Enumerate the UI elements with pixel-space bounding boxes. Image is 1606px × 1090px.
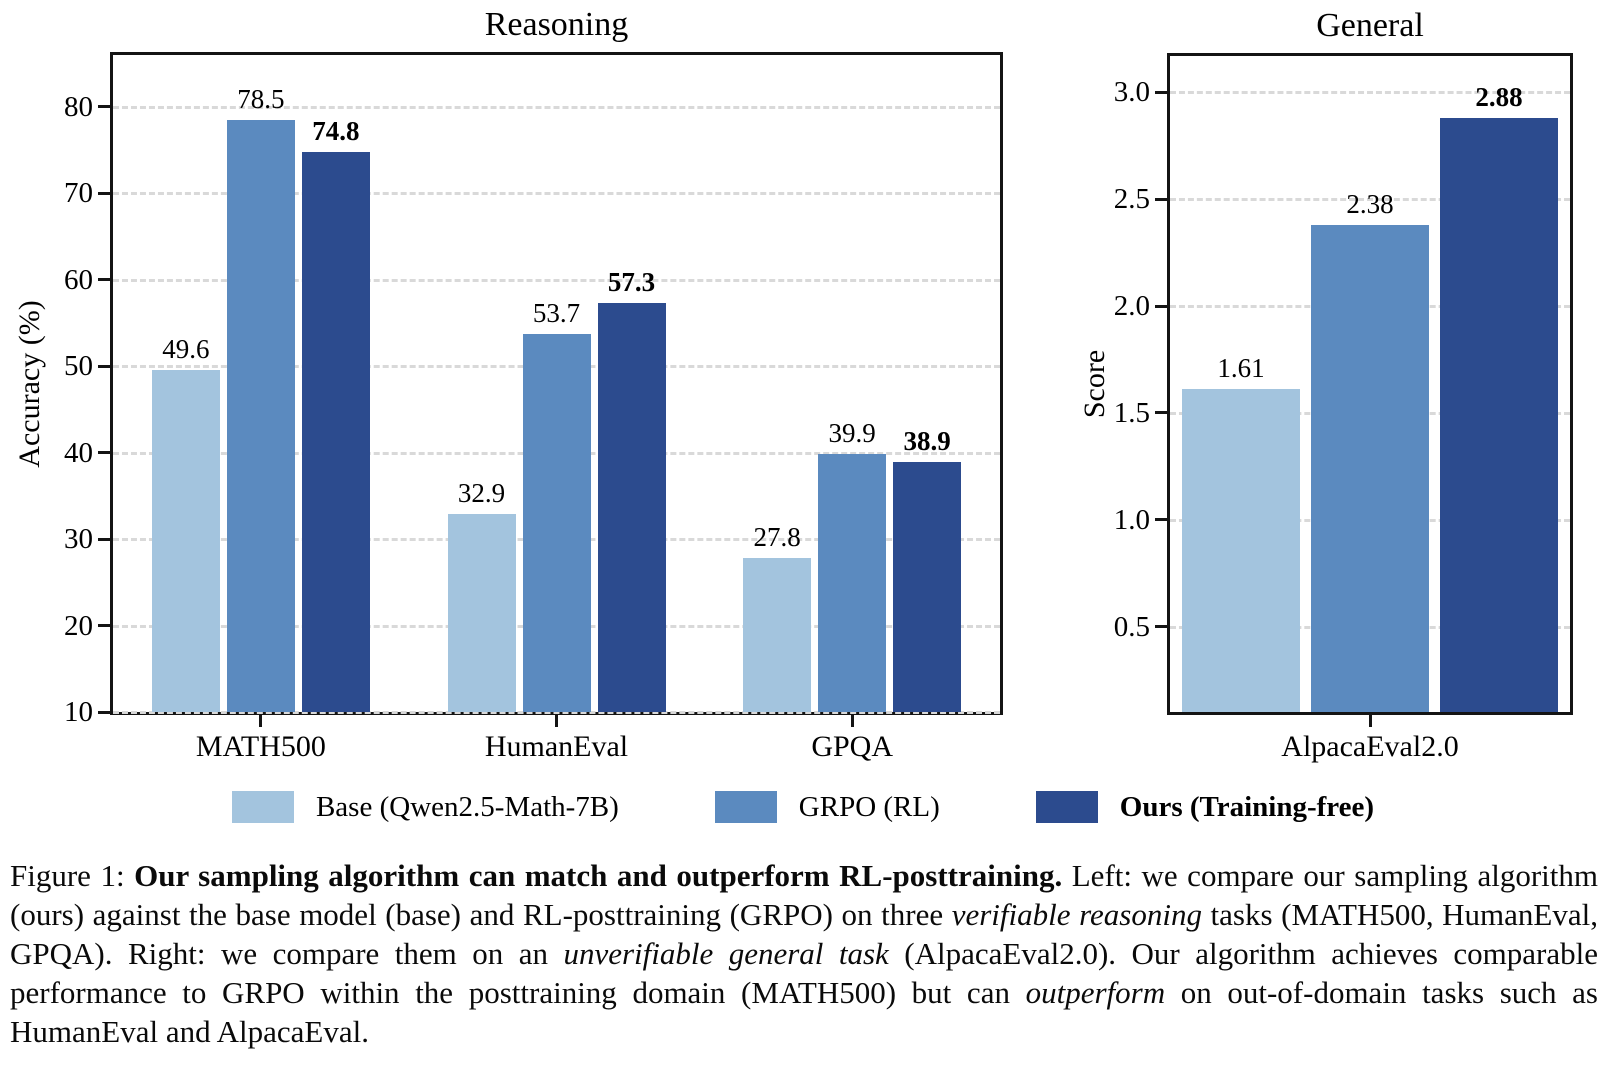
- y-tick-label: 1.5: [1113, 396, 1150, 429]
- caption-segment: Left: we compare our sampling algorithm (ours) against the base model (base) and RL-posttraining (GRPO) on three: [10, 858, 1598, 932]
- bar-value-label: 49.6: [162, 333, 210, 364]
- y-tick: [98, 365, 110, 368]
- chart-title-general: General: [1316, 7, 1424, 44]
- bar-reasoning-gpqa-s0: [743, 558, 811, 712]
- bar-value-label: 78.5: [237, 83, 285, 114]
- bar-value-label: 38.9: [903, 426, 951, 457]
- bar-value-label: 57.3: [607, 267, 656, 298]
- bar-value-label: 2.88: [1475, 81, 1523, 112]
- caption-segment: Our sampling algorithm can match and outperform RL-posttraining.: [134, 858, 1063, 893]
- y-axis-label-general: Score: [1078, 349, 1111, 419]
- bar-value-label: 74.8: [312, 115, 360, 146]
- y-tick-label: 2.5: [1113, 183, 1150, 216]
- legend-swatch-base: [232, 791, 294, 823]
- bar-value-label: 32.9: [457, 478, 506, 509]
- caption-segment: on out-of-domain tasks such as HumanEval and AlpacaEval.: [10, 975, 1598, 1049]
- legend-label-ours: Ours (Training-free): [1119, 791, 1375, 823]
- bar-value-label: 27.8: [753, 522, 801, 553]
- y-tick-label: 10: [64, 696, 93, 728]
- y-tick: [1155, 411, 1167, 414]
- bar-value-label: 1.61: [1217, 353, 1265, 384]
- x-tick: [259, 715, 262, 727]
- y-tick: [98, 451, 110, 454]
- bar-reasoning-gpqa-s2: [893, 462, 961, 712]
- legend-swatch-grpo: [715, 791, 777, 823]
- y-tick: [1155, 625, 1167, 628]
- legend: [0, 787, 1606, 827]
- y-tick: [98, 624, 110, 627]
- figure-caption: [10, 856, 1598, 1051]
- y-tick-label: 0.5: [1113, 610, 1150, 643]
- x-tick: [1369, 715, 1372, 727]
- bar-general-alpacaeval2.0-s0: [1182, 389, 1300, 712]
- y-tick: [98, 278, 110, 281]
- y-tick: [98, 711, 110, 714]
- caption-segment: unverifiable general task: [563, 936, 889, 971]
- y-tick-label: 70: [64, 177, 93, 210]
- bar-reasoning-humaneval-s1: [523, 334, 591, 712]
- y-tick: [98, 105, 110, 108]
- bar-reasoning-humaneval-s0: [448, 514, 516, 712]
- legend-swatch-ours: [1036, 791, 1098, 823]
- y-tick-label: 20: [64, 609, 93, 642]
- x-category-label-humaneval: HumanEval: [484, 730, 629, 763]
- y-tick: [1155, 198, 1167, 201]
- bar-reasoning-math500-s1: [227, 120, 295, 712]
- bar-reasoning-math500-s2: [302, 152, 370, 712]
- y-tick: [1155, 518, 1167, 521]
- x-category-label-alpacaeval2.0: AlpacaEval2.0: [1281, 730, 1459, 763]
- caption-segment: Figure 1:: [10, 858, 135, 893]
- caption-segment: tasks (MATH500, HumanEval, GPQA). Right: we compare them on an: [10, 897, 1598, 971]
- bar-general-alpacaeval2.0-s2: [1440, 118, 1558, 712]
- x-category-label-gpqa: GPQA: [811, 730, 893, 763]
- x-category-label-math500: MATH500: [195, 730, 326, 763]
- bar-value-label: 53.7: [532, 298, 581, 329]
- bar-reasoning-humaneval-s2: [598, 303, 666, 712]
- y-tick-label: 1.0: [1113, 503, 1150, 536]
- plot-area-reasoning: [110, 52, 1003, 715]
- bar-reasoning-math500-s0: [152, 370, 220, 712]
- legend-label-grpo: GRPO (RL): [798, 791, 940, 823]
- y-tick-label: 30: [64, 523, 93, 556]
- y-tick: [98, 538, 110, 541]
- caption-segment: outperform: [1025, 975, 1166, 1010]
- legend-entry-ours: [1036, 787, 1374, 827]
- bar-value-label: 2.38: [1346, 188, 1394, 219]
- x-tick: [555, 715, 558, 727]
- legend-entry-grpo: [715, 787, 940, 827]
- y-axis-label-reasoning: Accuracy (%): [13, 299, 46, 468]
- y-tick-label: 50: [64, 350, 93, 383]
- y-tick-label: 40: [64, 436, 93, 469]
- caption-segment: (AlpacaEval2.0). Our algorithm achieves comparable performance to GRPO within the posttraining domain (MATH500) but can: [10, 936, 1598, 1010]
- y-tick-label: 3.0: [1113, 76, 1150, 109]
- plot-area-general: [1167, 53, 1573, 715]
- y-tick: [1155, 305, 1167, 308]
- x-tick: [851, 715, 854, 727]
- y-tick-label: 60: [64, 263, 93, 296]
- y-tick-label: 2.0: [1113, 290, 1150, 322]
- legend-label-base: Base (Qwen2.5-Math-7B): [315, 791, 619, 823]
- bar-reasoning-gpqa-s1: [818, 454, 886, 712]
- y-tick: [1155, 91, 1167, 94]
- legend-entry-base: [232, 787, 619, 827]
- caption-segment: verifiable reasoning: [951, 897, 1202, 932]
- bar-value-label: 39.9: [828, 417, 876, 448]
- y-tick: [98, 192, 110, 195]
- y-tick-label: 80: [64, 90, 93, 123]
- bar-general-alpacaeval2.0-s1: [1311, 225, 1429, 712]
- chart-title-reasoning: Reasoning: [484, 6, 629, 43]
